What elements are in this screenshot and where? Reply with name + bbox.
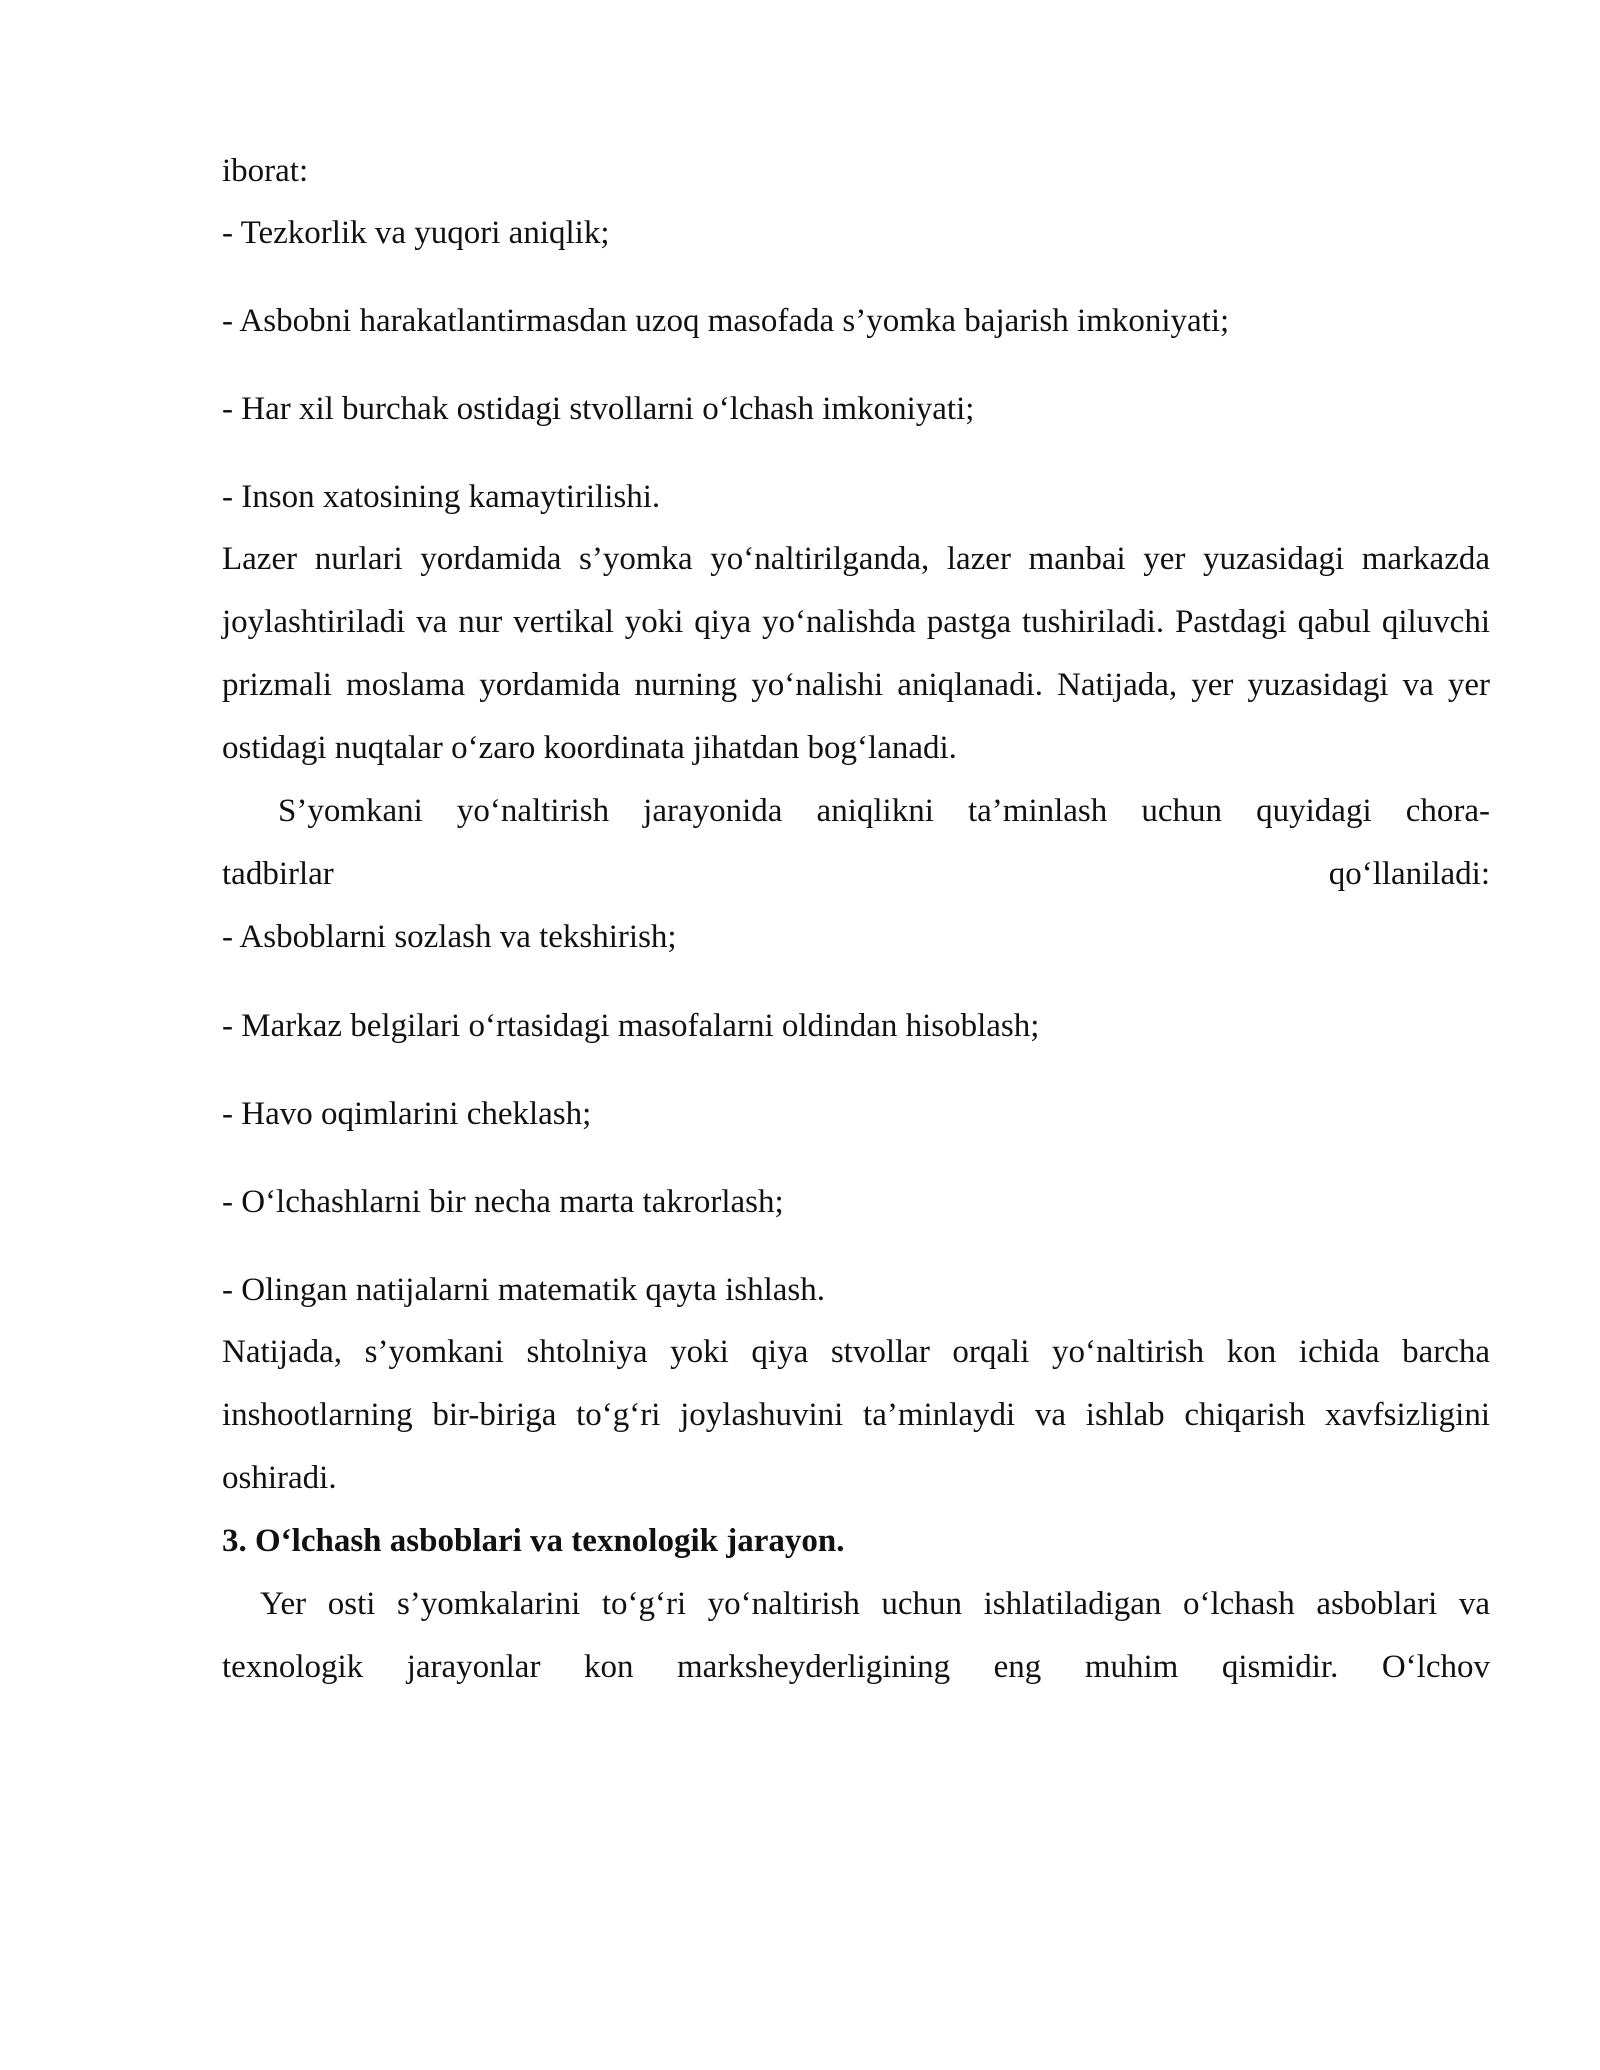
list-item: - Tezkorlik va yuqori aniqlik; — [222, 215, 610, 251]
list-item: - Inson xatosining kamaytirilishi. — [222, 479, 661, 515]
measures-list — [222, 906, 1490, 1321]
split-line-right: qo‘llaniladi: — [1328, 856, 1490, 892]
list-item: - Havo oqimlarini cheklash; — [222, 1096, 592, 1132]
paragraph-natija: Natijada, s’yomkani shtolniya yoki qiya stvollar orqali yo‘naltirish kon ichida barcha inshootlarning bir-biriga to‘g‘ri joylashuvini ta’minlaydi va ishlab chiqarish xavfsizligini oshiradi. — [222, 1334, 1490, 1496]
text-line-iborat: iborat: — [222, 153, 309, 189]
split-line — [222, 843, 1490, 906]
advantages-list — [222, 202, 1490, 528]
list-item: - Har xil burchak ostidagi stvollarni o‘lchash imkoniyati; — [222, 391, 975, 427]
list-item: - Asboblarni sozlash va tekshirish; — [222, 919, 677, 955]
paragraph-yer: Yer osti s’yomkalarini to‘g‘ri yo‘naltirish uchun ishlatiladigan o‘lchash asboblari va texnologik jarayonlar kon marksheyderligining eng muhim qismidir. O‘lchov — [222, 1586, 1490, 1685]
paragraph-lazer: Lazer nurlari yordamida s’yomka yo‘naltirilganda, lazer manbai yer yuzasidagi markazda joylashtiriladi va nur vertikal yoki qiya yo‘nalishda pastga tushiriladi. Pastdagi qabul qiluvchi prizmali moslama yordamida nurning yo‘nalishi aniqlanadi. Natijada, yer yuzasidagi va yer ostidagi nuqtalar o‘zaro koordinata jihatdan bog‘lanadi. — [222, 541, 1490, 766]
paragraph-choralar: S’yomkani yo‘naltirish jarayonida aniqlikni ta’minlash uchun quyidagi chora- — [278, 793, 1490, 829]
list-item: - Asbobni harakatlantirmasdan uzoq masofada s’yomka bajarish imkoniyati; — [222, 303, 1230, 339]
list-item: - Olingan natijalarni matematik qayta ishlash. — [222, 1272, 825, 1308]
section-heading: 3. O‘lchash asboblari va texnologik jarayon. — [222, 1523, 845, 1559]
page-content — [222, 140, 1490, 1699]
split-line-left: tadbirlar — [222, 856, 334, 892]
list-item: - Markaz belgilari o‘rtasidagi masofalarni oldindan hisoblash; — [222, 1008, 1040, 1044]
list-item: - O‘lchashlarni bir necha marta takrorlash; — [222, 1184, 784, 1220]
